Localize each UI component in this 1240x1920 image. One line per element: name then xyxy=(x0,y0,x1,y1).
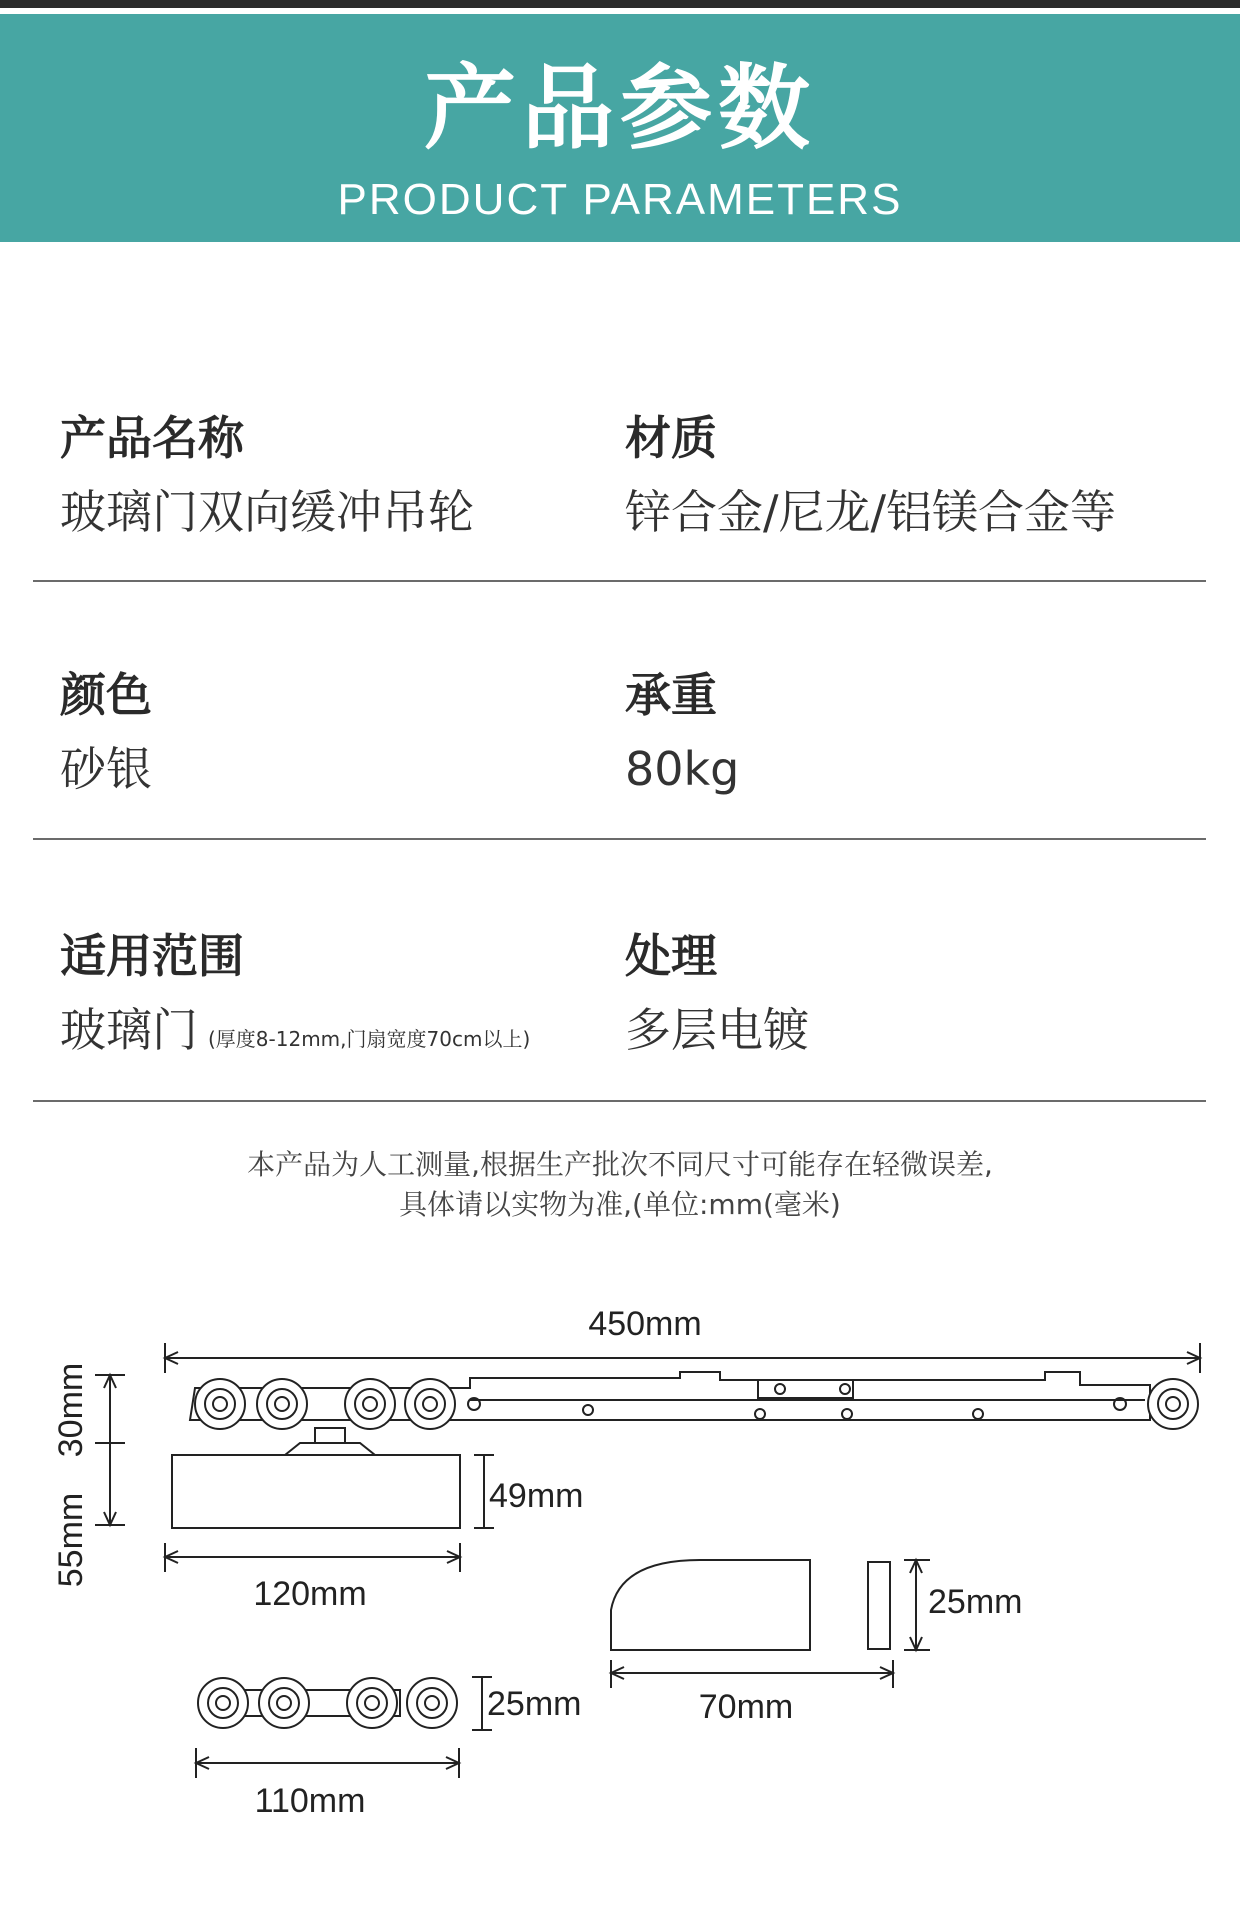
disclaimer-line-2: 具体请以实物为准,(单位:mm(毫米) xyxy=(399,1188,841,1221)
param-value: 多层电镀 xyxy=(625,1003,809,1057)
param-value: 砂银 xyxy=(60,742,152,796)
stopper-body xyxy=(611,1560,810,1650)
param-value: 玻璃门双向缓冲吊轮 xyxy=(60,485,474,539)
dim-label-stopper-width: 70mm xyxy=(698,1688,794,1726)
dim-label-block-height: 49mm xyxy=(489,1477,584,1515)
param-label: 材质 xyxy=(625,411,717,465)
disclaimer-line-1: 本产品为人工测量,根据生产批次不同尺寸可能存在轻微误差, xyxy=(247,1148,993,1181)
param-label: 承重 xyxy=(625,668,717,722)
param-label: 适用范围 xyxy=(60,929,244,983)
param-note: (厚度8-12mm,门扇宽度70cm以上) xyxy=(208,1027,531,1051)
param-label: 产品名称 xyxy=(60,411,244,465)
stopper-plate xyxy=(868,1562,890,1649)
page-title: 产品参数 xyxy=(423,55,816,162)
dim-label-block-width: 120mm xyxy=(253,1575,367,1613)
param-value-text: 玻璃门 xyxy=(60,1003,198,1057)
param-label: 处理 xyxy=(625,929,717,983)
page-subtitle: PRODUCT PARAMETERS xyxy=(337,175,903,224)
dim-label-wheel-height: 25mm xyxy=(487,1685,582,1723)
param-value: 锌合金/尼龙/铝镁合金等 xyxy=(625,485,1116,539)
param-label: 颜色 xyxy=(60,668,152,722)
param-value: 80kg xyxy=(625,742,740,796)
dim-label-height-bottom: 55mm xyxy=(52,1492,90,1588)
dim-label-wheel-width: 110mm xyxy=(254,1782,366,1820)
track-body xyxy=(190,1372,1150,1420)
wheel-set xyxy=(198,1678,457,1728)
hanger-block xyxy=(172,1455,460,1528)
dim-label-stopper-height: 25mm xyxy=(928,1583,1023,1621)
dim-label-height-top: 30mm xyxy=(52,1362,90,1458)
dim-label-track-length: 450mm xyxy=(588,1305,702,1343)
